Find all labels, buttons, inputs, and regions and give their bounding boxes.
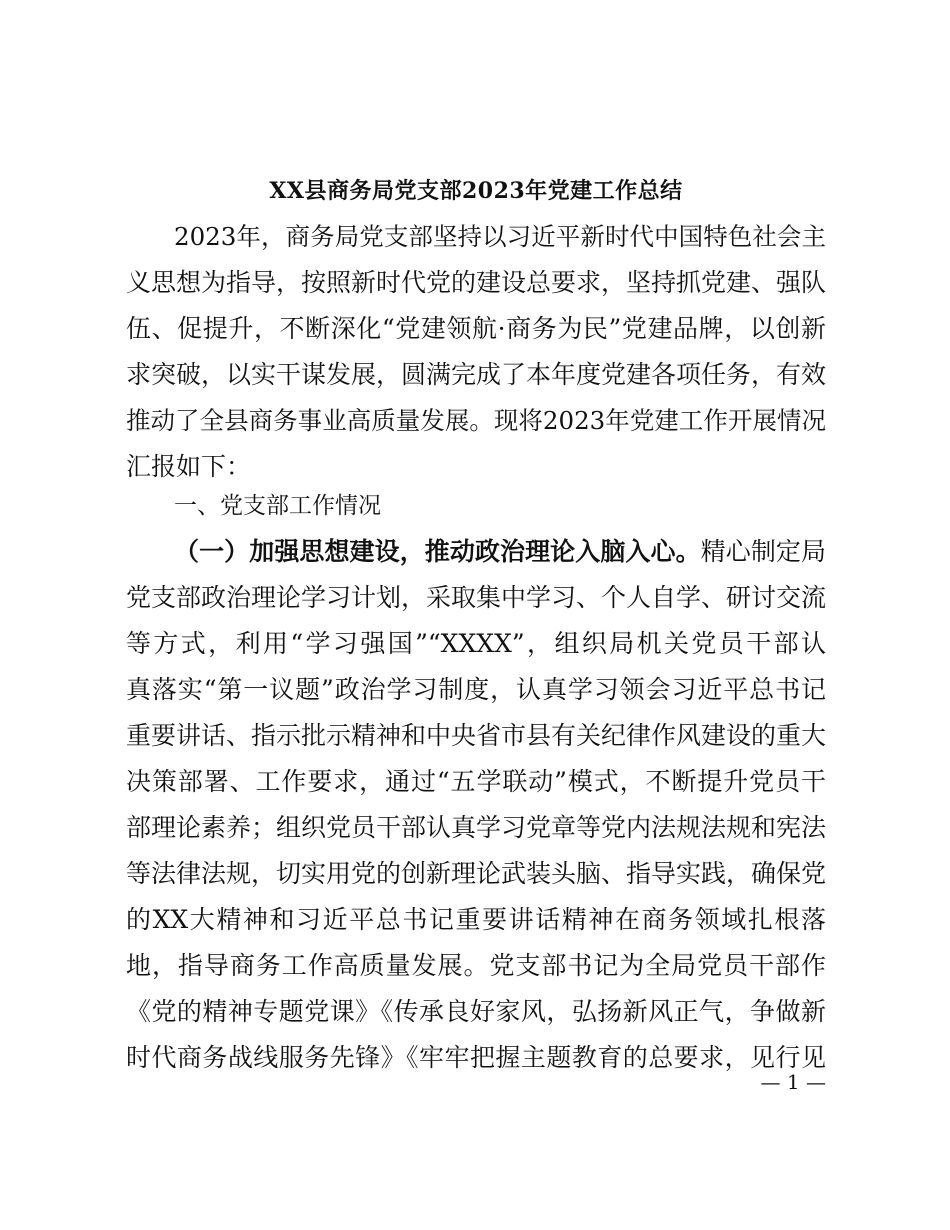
- intro-line: 推动了全县商务事业高质量发展。现将2023年党建工作开展情况: [126, 406, 826, 435]
- body-line: 部理论素养；组织党员干部认真学习党章等党内法规法规和宪法: [126, 813, 827, 842]
- intro-line: 2023年，商务局党支部坚持以习近平新时代中国特色社会主: [174, 222, 826, 251]
- section-heading: 一、党支部工作情况: [174, 493, 381, 519]
- body-line: 的XX大精神和习近平总书记重要讲话精神在商务领域扎根落: [126, 905, 826, 934]
- page-number: — 1 —: [760, 1070, 826, 1094]
- body-line: 《党的精神专题党课》《传承良好家风，弘扬新风正气，争做新: [126, 997, 826, 1026]
- body-line: 决策部署、工作要求，通过“五学联动”模式，不断提升党员干: [126, 767, 826, 796]
- body-line: 等法律法规，切实用党的创新理论武装头脑、指导实践，确保党: [126, 859, 827, 888]
- intro-line: 伍、促提升，不断深化“党建领航·商务为民”党建品牌，以创新: [126, 314, 826, 343]
- body-line: 党支部政治理论学习计划，采取集中学习、个人自学、研讨交流: [126, 583, 827, 612]
- body-line: 地，指导商务工作高质量发展。党支部书记为全局党员干部作: [126, 951, 826, 980]
- body-line: 真落实“第一议题”政治学习制度，认真学习领会习近平总书记: [126, 675, 826, 704]
- intro-line: 义思想为指导，按照新时代党的建设总要求，坚持抓党建、强队: [126, 268, 827, 297]
- body-line: 重要讲话、指示批示精神和中央省市县有关纪律作风建设的重大: [126, 721, 827, 750]
- subsection-title: （一）加强思想建设，推动政治理论入脑入心。: [174, 537, 701, 566]
- body-line: 等方式，利用“学习强国”“XXXX”，组织局机关党员干部认: [126, 629, 826, 658]
- document-title: XX县商务局党支部2023年党建工作总结: [269, 178, 683, 204]
- body-line: 时代商务战线服务先锋》《牢牢把握主题教育的总要求，见行见: [126, 1043, 826, 1072]
- body-text: 精心制定局: [700, 537, 826, 566]
- intro-line: 求突破，以实干谋发展，圆满完成了本年度党建各项任务，有效: [126, 360, 827, 389]
- intro-line: 汇报如下：: [126, 452, 252, 481]
- subsection-first-line: [174, 532, 826, 572]
